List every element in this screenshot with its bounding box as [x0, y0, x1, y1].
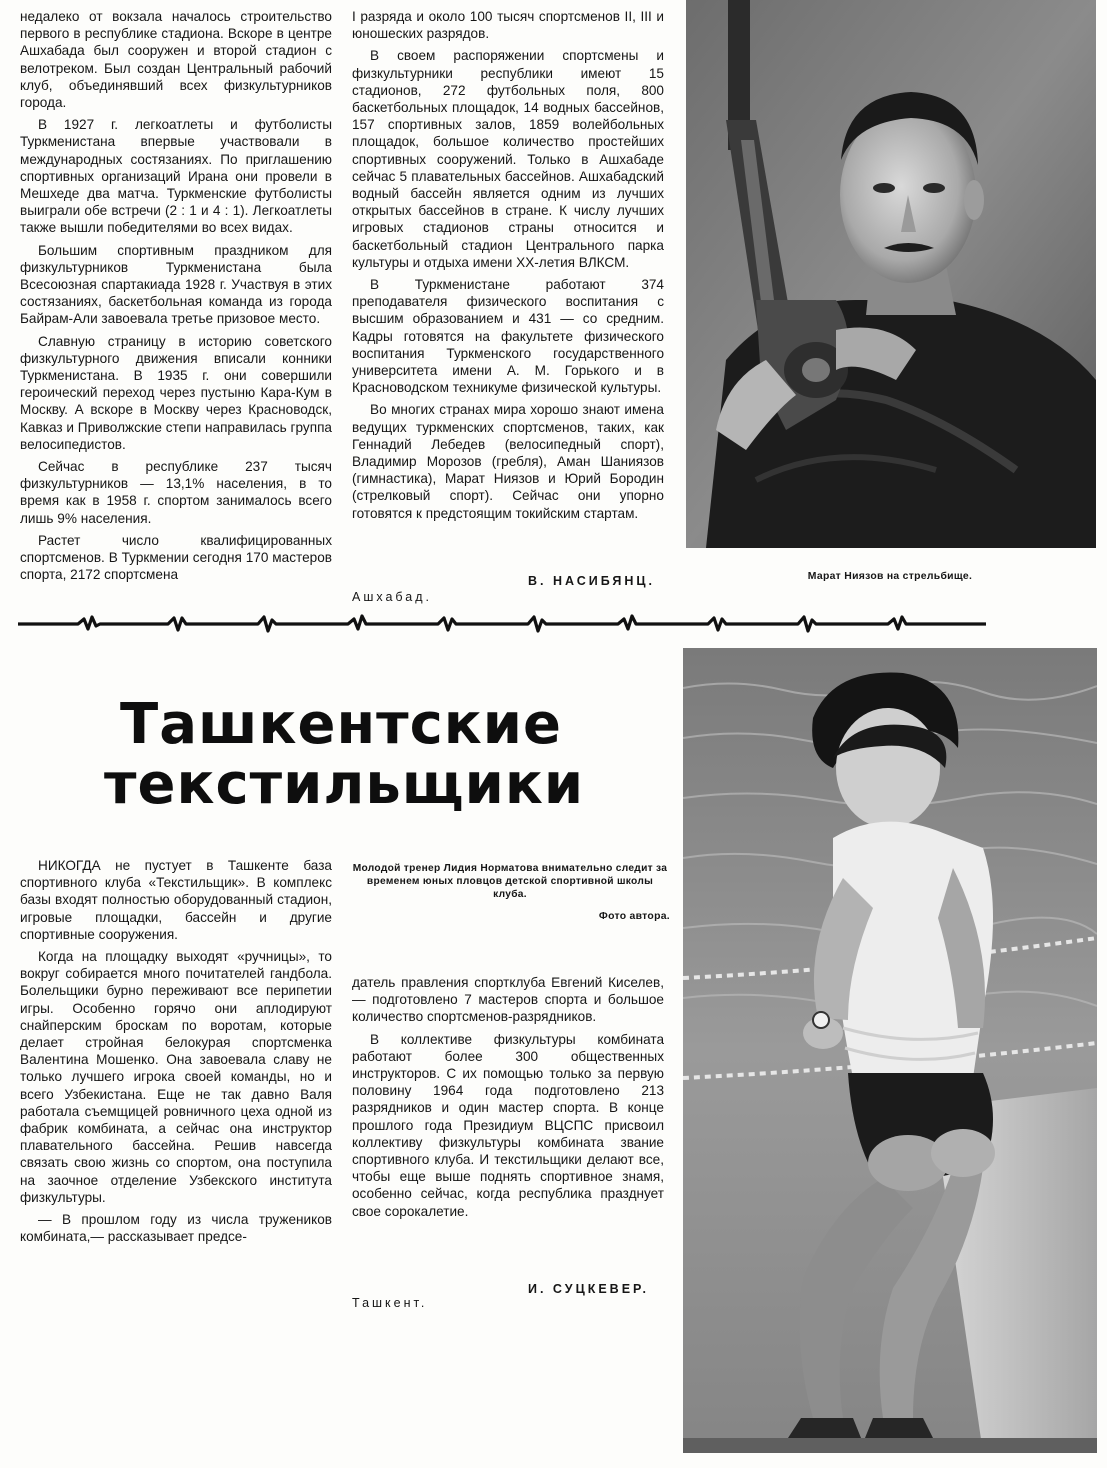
wavy-divider-line [18, 616, 986, 631]
article2-paragraph: В коллективе физкультуры комбината работают более 300 общественных инструкторов. С их помощью только за первую половину 1964 года подготовлено 213 разрядников и один мастер спорта. В конце прошлого года Президиум ВЦСПС присвоил коллективу физкультуры комбината звание спортивного клуба. И текстильщики делают все, чтобы еще выше поднять спортивное знамя, особенно сейчас, когда республика празднует свое сорокалетие. [352, 1031, 664, 1219]
swimmer-photo-caption: Молодой тренер Лидия Норматова внимательно следит за временем юных пловцов детской спортивной школы клуба. [352, 863, 668, 900]
shooter-illustration [686, 0, 1096, 548]
coach-illustration [683, 648, 1097, 1453]
article1-paragraph: Большим спортивным праздником для физкультурников Туркменистана была Всесоюзная спартакиада 1928 г. Участвуя в этих состязаниях, баскетбольная команда из города Байрам-Али завоевала третье призовое место. [20, 242, 332, 327]
article1-column-1 [20, 8, 332, 612]
article1-paragraph: I разряда и около 100 тысяч спортсменов II, III и юношеских разрядов. [352, 9, 664, 42]
swimmer-coach-photo [683, 648, 1097, 1453]
article1-column-2 [352, 8, 664, 568]
section-divider [18, 612, 986, 636]
article2-paragraph: Когда на площадку выходят «ручницы», то вокруг собирается много почитателей гандбола. Болельщики бурно переживают все перипетии игры. Особенно горячо они аплодируют снайперским броскам по воротам, которые делает стройная белокурая спортсменка Валентина Мошенко. Она завоевала славу не только лучшего игрока своей команды, но и всего Узбекистана. Еще не так давно Валя работала съемщицей ровничного цеха одной из фабрик комбината, а сейчас она инструктор плавательного бассейна. Решив навсегда связать свою жизнь со спортом, она поступила на заочное отделение Узбекского института физкультуры. [20, 949, 332, 1205]
article1-paragraph: Во многих странах мира хорошо знают имена ведущих туркменских спортсменов, таких, как Геннадий Лебедев (велосипедный спорт), Владимир Морозов (гребля), Аман Шаниязов (гимнастика), Марат Ниязов и Юрий Бородин (стрелковый спорт). Сейчас они упорно готовятся к предстоящим токийским стартам. [352, 402, 664, 521]
article2-paragraph: датель правления спортклуба Евгений Киселев,— подготовлено 7 мастеров спорта и большое количество спортсменов-разрядников. [352, 975, 664, 1025]
article1-paragraph: недалеко от вокзала началось строительство первого в республике стадиона. Вскоре в центре Ашхабада был сооружен и второй стадион с велотреком. Был создан Центральный рабочий клуб, объединявший всех физкультурников города. [20, 9, 332, 111]
article1-paragraph: В Туркменистане работают 374 преподавателя физического воспитания с высшим образованием и 431 — со средним. Кадры готовятся на факультете физического воспитания Туркменского государственного университета имени А. М. Горького и в Красноводском техникуме физической культуры. [352, 277, 664, 396]
photo-credit: Фото автора. [598, 911, 670, 922]
article2-signature: И. СУЦКЕВЕР. [528, 1282, 649, 1296]
article2-column-1 [20, 857, 332, 1377]
article2-paragraph: НИКОГДА не пустует в Ташкенте база спортивного клуба «Текстильщик». В комплекс базы входят полностью оборудованный стадион, игровые площадки, бассейн и другие спортивные сооружения. [20, 858, 332, 942]
shooter-photo [686, 0, 1096, 548]
shooter-photo-caption: Марат Ниязов на стрельбище. [807, 571, 973, 582]
article1-paragraph: Растет число квалифицированных спортсменов. В Туркмении сегодня 170 мастеров спорта, 2172 спортсмена [20, 532, 332, 583]
article1-signature: В. НАСИБЯНЦ. [528, 574, 656, 588]
article1-city: Ашхабад. [352, 590, 433, 604]
article2-paragraph: — В прошлом году из числа тружеников комбината,— рассказывает предсе- [20, 1212, 332, 1245]
article2-column-2 [352, 974, 664, 1270]
article2-title-line2: текстильщики [104, 752, 585, 817]
article2-title-line1: Ташкентские [120, 692, 563, 757]
article1-paragraph: В 1927 г. легкоатлеты и футболисты Туркменистана впервые участвовали в международных состязаниях. По приглашению спортивных организаций Ирана они провели в Мешхеде два матча. Туркменские футболисты выиграли обе встречи (2 : 1 и 4 : 1). Легкоатлеты также вышли победителями во всех видах. [20, 117, 332, 236]
article1-paragraph: В своем распоряжении спортсмены и физкультурники республики имеют 15 стадионов, 272 футбольных поля, 800 баскетбольных площадок, 14 водных бассейнов, 157 спортивных залов, 1859 волейбольных площадок, большое количество простейших спортивных сооружений. Только в Ашхабаде сейчас 5 плавательных бассейнов. Ашхабадский водный бассейн является одним из лучших открытых бассейнов в стране. К числу лучших игровых стадионов страны относится и баскетбольный стадион Центрального парка культуры и отдыха имени XX-летия ВЛКСМ. [352, 48, 664, 270]
article1-paragraph: Славную страницу в историю советского физкультурного движения вписали конники Туркменистана. В 1935 г. они совершили героический переход через пустыню Кара-Кум в Москву. А вскоре в Москву через Красноводск, Кавказ и Приволжские степи направилась группа велосипедистов. [20, 333, 332, 452]
article2-city: Ташкент. [352, 1296, 428, 1310]
article1-paragraph: Сейчас в республике 237 тысяч физкультурников — 13,1% населения, в то время как в 1958 г. спортом занималось всего лишь 9% населения. [20, 459, 332, 526]
